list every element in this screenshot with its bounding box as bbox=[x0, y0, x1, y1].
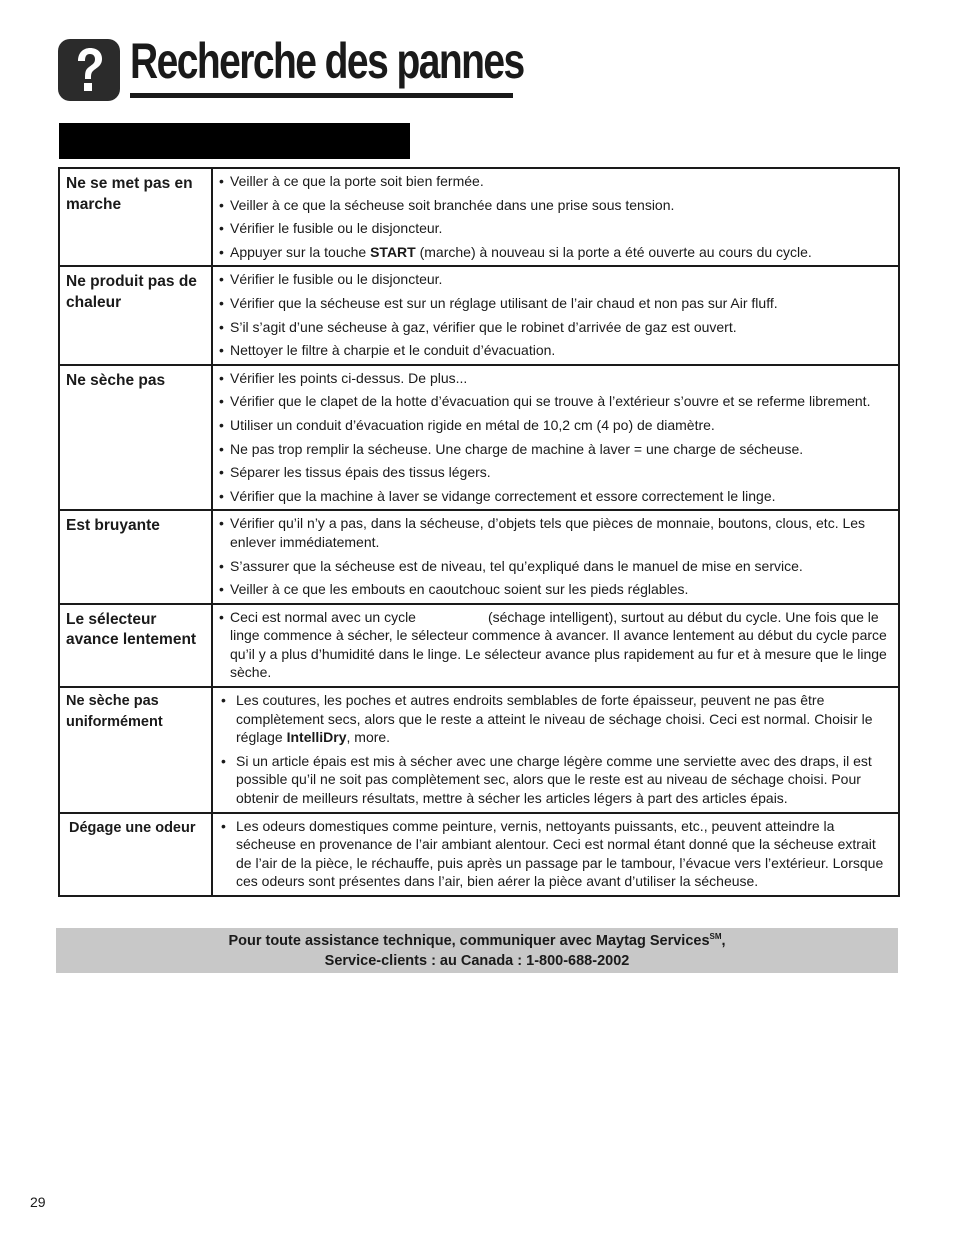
list-item: • Veiller à ce que la porte soit bien fermée. bbox=[219, 172, 892, 191]
problem-cell: Ne sèche pas uniformément bbox=[59, 687, 212, 813]
table-row bbox=[59, 168, 899, 266]
problem-cell: Dégage une odeur bbox=[59, 813, 212, 896]
solution-cell bbox=[212, 687, 899, 813]
question-mark-icon bbox=[58, 39, 120, 101]
problem-cell: Ne sèche pas bbox=[59, 365, 212, 511]
solution-cell bbox=[212, 813, 899, 896]
assistance-line: Pour toute assistance technique, communiquer avec Maytag Services℠, bbox=[228, 932, 726, 949]
problem-cell: Le sélecteur avance lentement bbox=[59, 604, 212, 687]
problem-cell: Est bruyante bbox=[59, 510, 212, 603]
list-item: • Ne pas trop remplir la sécheuse. Une charge de machine à laver = une charge de sécheuse. bbox=[219, 440, 892, 459]
title-underline bbox=[130, 93, 513, 98]
list-item: • Vérifier que la sécheuse est sur un réglage utilisant de l’air chaud et non pas sur Air fluff. bbox=[219, 294, 892, 313]
table-row bbox=[59, 365, 899, 511]
intellidry-label: IntelliDry bbox=[286, 729, 347, 746]
section-header-bar bbox=[59, 123, 410, 159]
list-item: • S’il s’agit d’une sécheuse à gaz, vérifier que le robinet d’arrivée de gaz est ouvert. bbox=[219, 318, 892, 337]
list-item: • Appuyer sur la touche START (marche) à nouveau si la porte a été ouverte au cours du cycle. bbox=[219, 243, 892, 262]
list-item: • Utiliser un conduit d’évacuation rigide en métal de 10,2 cm (4 po) de diamètre. bbox=[219, 416, 892, 435]
problem-cell: Ne se met pas en marche bbox=[59, 168, 212, 266]
table-row bbox=[59, 813, 899, 896]
list-item: • Les odeurs domestiques comme peinture, vernis, nettoyants puissants, etc., peuvent atteindre la sécheuse en provenance de l’air ambiant alentour. Ceci est normal étant donné que la sécheuse extrait de l’air de la pièce, le réchauffe, puis après un passage par le tambour, l’évacue vers l’extérieur. Lorsque ces odeurs sont présentes dans l’air, bien aérer la pièce avant d’utiliser la sécheuse. bbox=[221, 817, 892, 891]
list-item: • Ceci est normal avec un cycle (séchage intelligent), surtout au début du cycle. Une fois que le linge commence à sécher, le sélecteur commence à avancer. Il avance lentement au début du cycle parce qu’il y a plus d’humidité dans le linge. Le sélecteur avance plus rapidement au fur et à mesure que le linge sèche. bbox=[219, 608, 892, 682]
list-item: • Nettoyer le filtre à charpie et le conduit d’évacuation. bbox=[219, 341, 892, 360]
table-row bbox=[59, 604, 899, 687]
table-row bbox=[59, 687, 899, 813]
page-number: 29 bbox=[30, 1194, 46, 1210]
solution-cell bbox=[212, 168, 899, 266]
customer-service-line: Service-clients : au Canada : 1-800-688-2002 bbox=[324, 953, 630, 969]
service-mark: SM bbox=[709, 932, 722, 942]
list-item: • Vérifier le fusible ou le disjoncteur. bbox=[219, 219, 892, 238]
start-key-label: START bbox=[370, 243, 416, 260]
list-item: • Veiller à ce que les embouts en caoutchouc soient sur les pieds réglables. bbox=[219, 580, 892, 599]
list-item: • Si un article épais est mis à sécher avec une charge légère comme une serviette avec des draps, il est possible qu’il ne soit pas complètement sec, alors que le reste est au niveau de séchage choisi. Pour obtenir de meilleurs résultats, mettre à sécher les articles légers à part des articles épais. bbox=[221, 752, 892, 808]
page-title: Recherche des pannes bbox=[130, 33, 524, 89]
list-item: • Vérifier les points ci-dessus. De plus... bbox=[219, 369, 892, 388]
solution-cell bbox=[212, 604, 899, 687]
list-item: • S’assurer que la sécheuse est de niveau, tel qu’expliqué dans le manuel de mise en service. bbox=[219, 557, 892, 576]
solution-cell bbox=[212, 266, 899, 364]
list-item: • Veiller à ce que la sécheuse soit branchée dans une prise sous tension. bbox=[219, 196, 892, 215]
solution-cell bbox=[212, 510, 899, 603]
assistance-banner bbox=[56, 928, 898, 973]
list-item: • Séparer les tissus épais des tissus légers. bbox=[219, 463, 892, 482]
list-item: • Vérifier le fusible ou le disjoncteur. bbox=[219, 270, 892, 289]
list-item: • Vérifier que la machine à laver se vidange correctement et essore correctement le linge. bbox=[219, 487, 892, 506]
list-item: • Vérifier que le clapet de la hotte d’évacuation qui se trouve à l’extérieur s’ouvre et se referme librement. bbox=[219, 392, 892, 411]
table-row bbox=[59, 510, 899, 603]
list-item: • Vérifier qu’il n’y a pas, dans la sécheuse, d’objets tels que pièces de monnaie, boutons, clous, etc. Les enlever immédiatement. bbox=[219, 514, 892, 551]
solution-cell bbox=[212, 365, 899, 511]
list-item: • Les coutures, les poches et autres endroits semblables de forte épaisseur, peuvent ne pas être complètement secs, alors que le reste a atteint le niveau de séchage choisi. Ceci est normal. Choisir le réglage IntelliDry, more. bbox=[221, 691, 892, 747]
problem-cell: Ne produit pas de chaleur bbox=[59, 266, 212, 364]
table-row bbox=[59, 266, 899, 364]
troubleshooting-table bbox=[58, 167, 900, 897]
